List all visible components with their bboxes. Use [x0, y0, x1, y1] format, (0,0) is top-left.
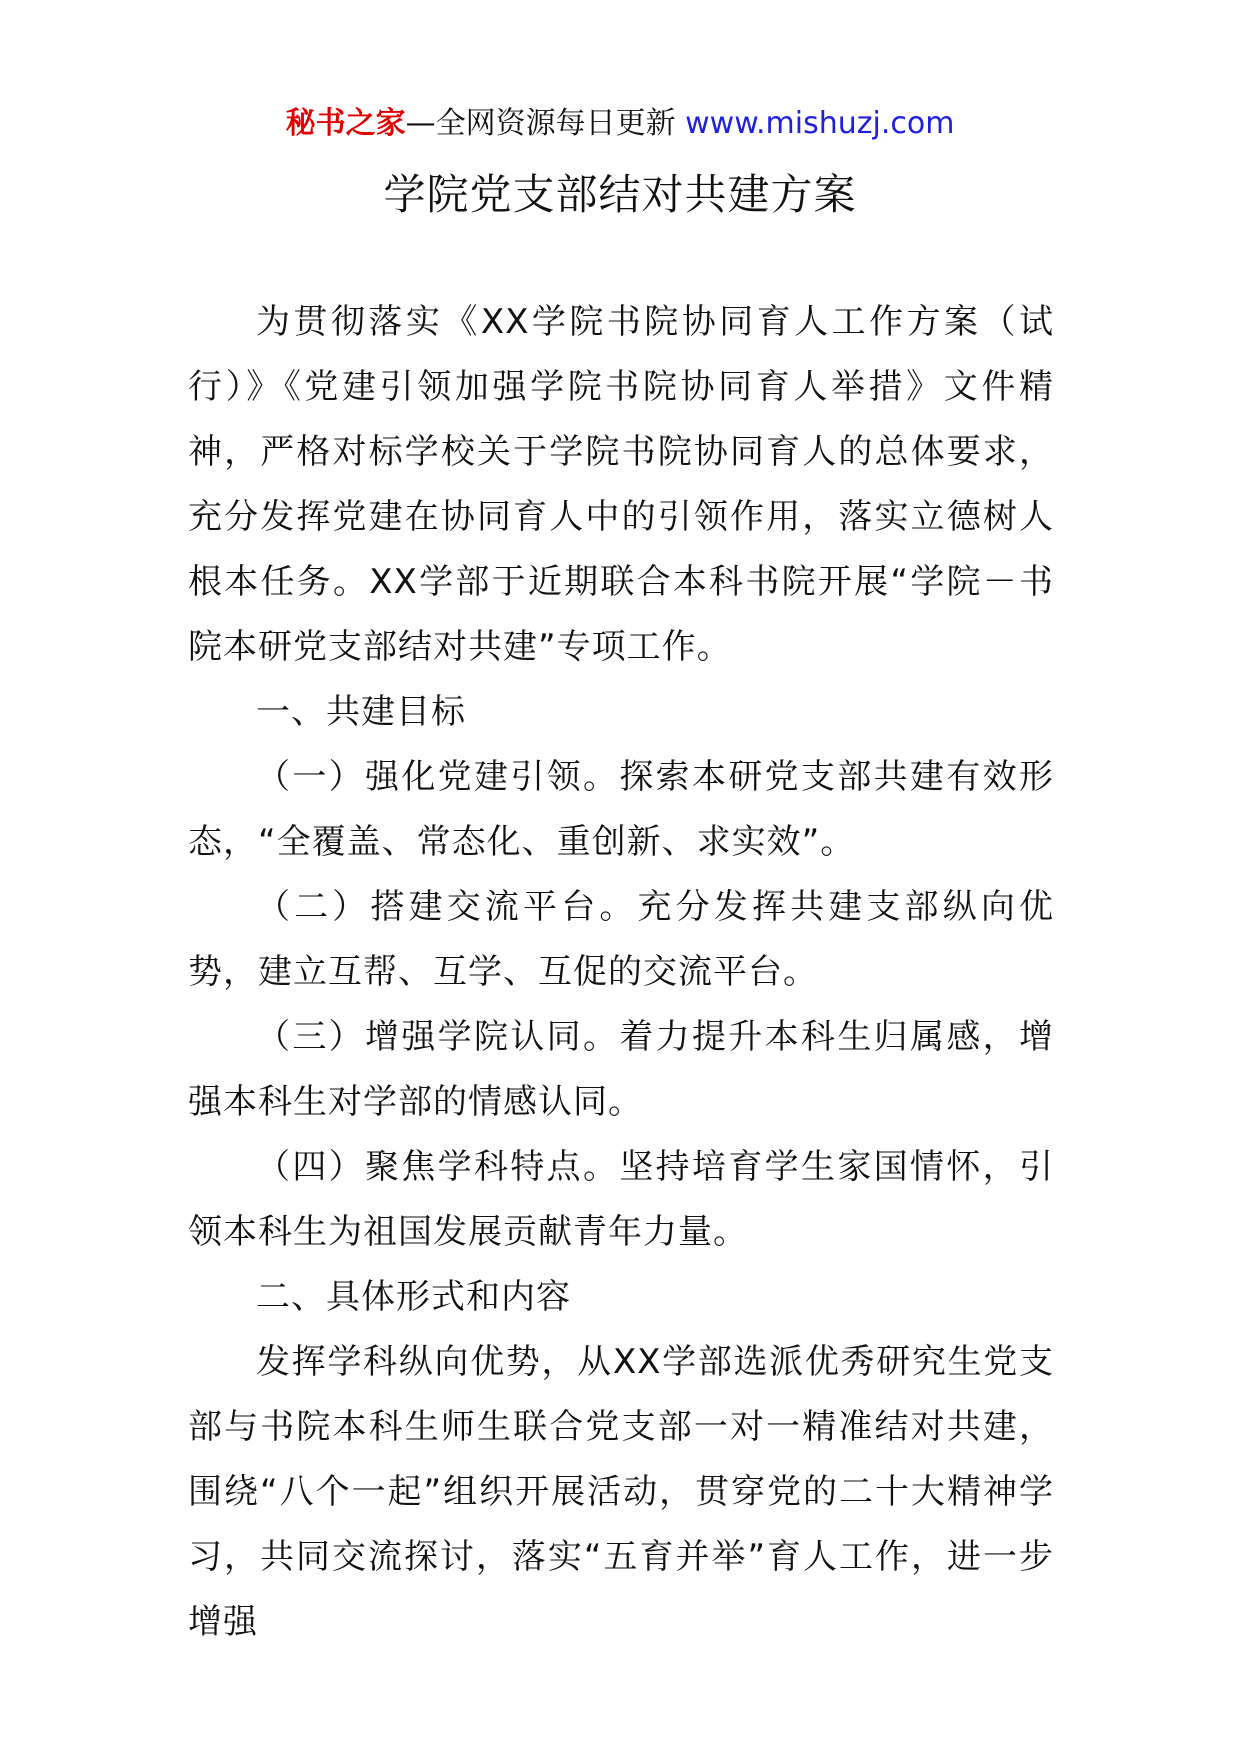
- document-body: [188, 290, 1054, 1655]
- site-url[interactable]: www.mishuzj.com: [685, 106, 955, 141]
- section-heading-goals: 一、共建目标: [256, 692, 466, 732]
- goal-item-2: （二）搭建交流平台。充分发挥共建支部纵向优势，建立互帮、互学、互促的交流平台。: [188, 887, 1054, 992]
- brand-name: 秘书之家: [285, 106, 406, 141]
- goal-item-3: （三）增强学院认同。着力提升本科生归属感，增强本科生对学部的情感认同。: [188, 1017, 1054, 1122]
- section-heading-content: 二、具体形式和内容: [256, 1277, 571, 1317]
- content-paragraph: 发挥学科纵向优势，从XX学部选派优秀研究生党支部与书院本科生师生联合党支部一对一精准结对共建，围绕“八个一起”组织开展活动，贯穿党的二十大精神学习，共同交流探讨，落实“五育并举”育人工作，进一步增强: [188, 1342, 1054, 1642]
- header-tagline: —全网资源每日更新: [405, 106, 686, 141]
- document-title: 学院党支部结对共建方案: [383, 170, 857, 219]
- site-header: [0, 102, 1240, 146]
- goal-item-1: （一）强化党建引领。探索本研党支部共建有效形态，“全覆盖、常态化、重创新、求实效”。: [188, 757, 1054, 862]
- goal-item-4: （四）聚焦学科特点。坚持培育学生家国情怀，引领本科生为祖国发展贡献青年力量。: [188, 1147, 1054, 1252]
- intro-paragraph: 为贯彻落实《XX学院书院协同育人工作方案（试行）》《党建引领加强学院书院协同育人举措》文件精神，严格对标学校关于学院书院协同育人的总体要求，充分发挥党建在协同育人中的引领作用，落实立德树人根本任务。XX学部于近期联合本科书院开展“学院－书院本研党支部结对共建”专项工作。: [188, 302, 1054, 667]
